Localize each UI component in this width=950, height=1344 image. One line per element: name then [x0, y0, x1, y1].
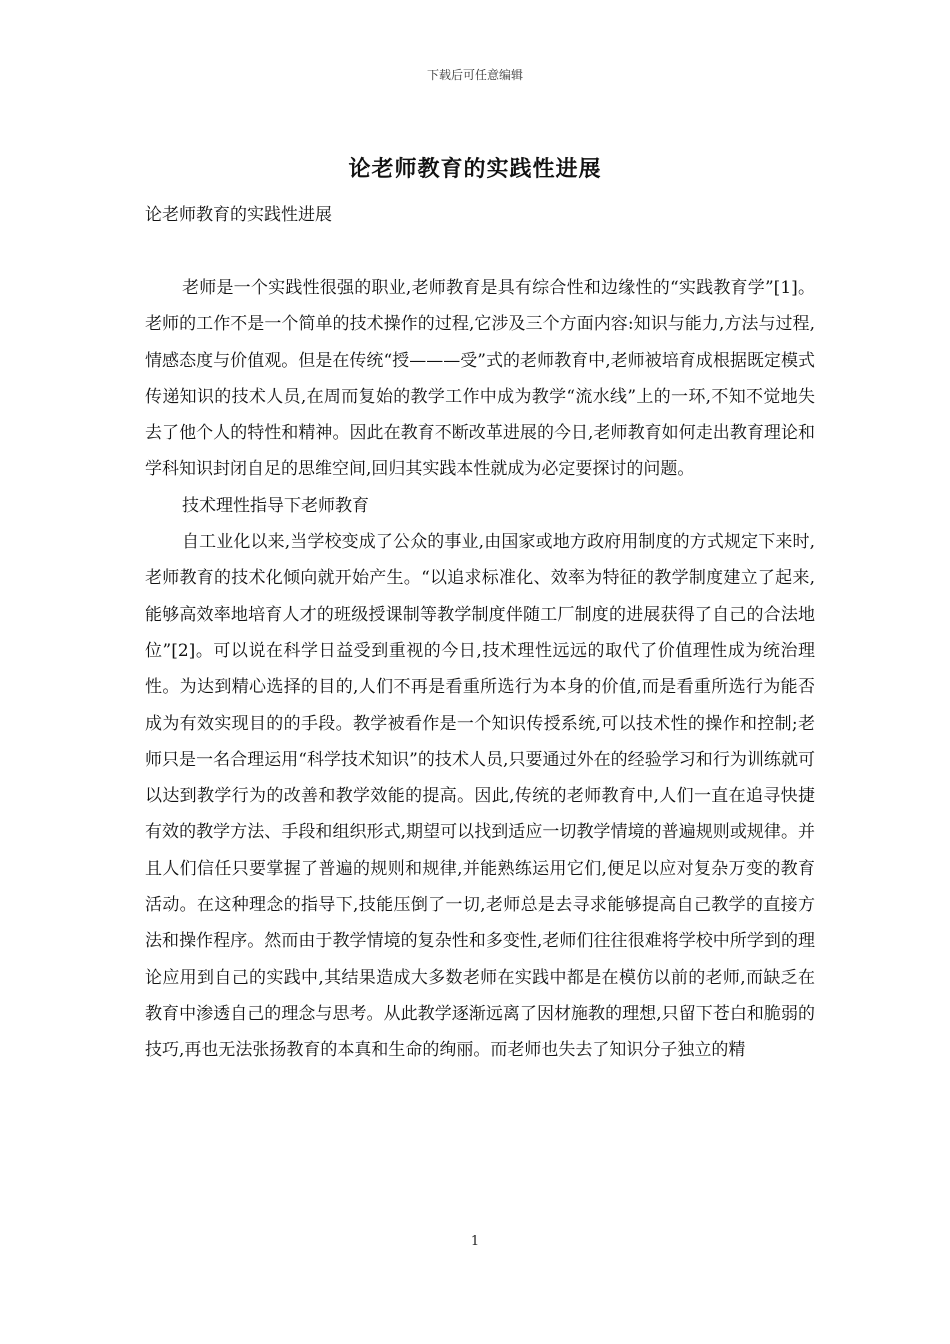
- document-subtitle: 论老师教育的实践性进展: [145, 205, 332, 225]
- page-header: 下载后可任意编辑: [426, 68, 523, 82]
- body-paragraph-technical-rationality: 自工业化以来,当学校变成了公众的事业,由国家或地方政府用制度的方式规定下来时,老师教育的技术化倾向就开始产生。“以追求标准化、效率为特征的教学制度建立了起来,能够高效率地培育人才的班级授课制等教学制度伴随工厂制度的进展获得了自己的合法地位”[2]。可以说在科学日益受到重视的今日,技术理性远远的取代了价值理性成为统治理性。为达到精心选择的目的,人们不再是看重所选行为本身的价值,而是看重所选行为能否成为有效实现目的的手段。教学被看作是一个知识传授系统,可以技术性的操作和控制;老师只是一名合理运用“科学技术知识”的技术人员,只要通过外在的经验学习和行为训练就可以达到教学行为的改善和教学效能的提高。因此,传统的老师教育中,人们一直在追寻快捷有效的教学方法、手段和组织形式,期望可以找到适应一切教学情境的普遍规则或规律。并且人们信任只要掌握了普遍的规则和规律,并能熟练运用它们,便足以应对复杂万变的教育活动。在这种理念的指导下,技能压倒了一切,老师总是去寻求能够提高自己教学的直接方法和操作程序。然而由于教学情境的复杂性和多变性,老师们往往很难将学校中所学到的理论应用到自己的实践中,其结果造成大多数老师在实践中都是在模仿以前的老师,而缺乏在教育中渗透自己的理念与思考。从此教学逐渐远离了因材施教的理想,只留下苍白和脆弱的技巧,再也无法张扬教育的本真和生命的绚丽。而老师也失去了知识分子独立的精: [145, 532, 815, 1061]
- section-heading: 技术理性指导下老师教育: [182, 495, 369, 516]
- body-paragraph-intro: 老师是一个实践性很强的职业,老师教育是具有综合性和边缘性的“实践教育学”[1]。老师的工作不是一个简单的技术操作的过程,它涉及三个方面内容:知识与能力,方法与过程,情感态度与价值观。但是在传统“授———受”式的老师教育中,老师被培育成根据既定模式传递知识的技术人员,在周而复始的教学工作中成为教学“流水线”上的一环,不知不觉地失去了他个人的特性和精神。因此在教育不断改革进展的今日,老师教育如何走出教育理论和学科知识封闭自足的思维空间,回归其实践本性就成为必定要探讨的问题。: [145, 278, 815, 480]
- document-body: [145, 270, 815, 1069]
- document-title: 论老师教育的实践性进展: [348, 156, 602, 182]
- page-number: 1: [470, 1234, 480, 1249]
